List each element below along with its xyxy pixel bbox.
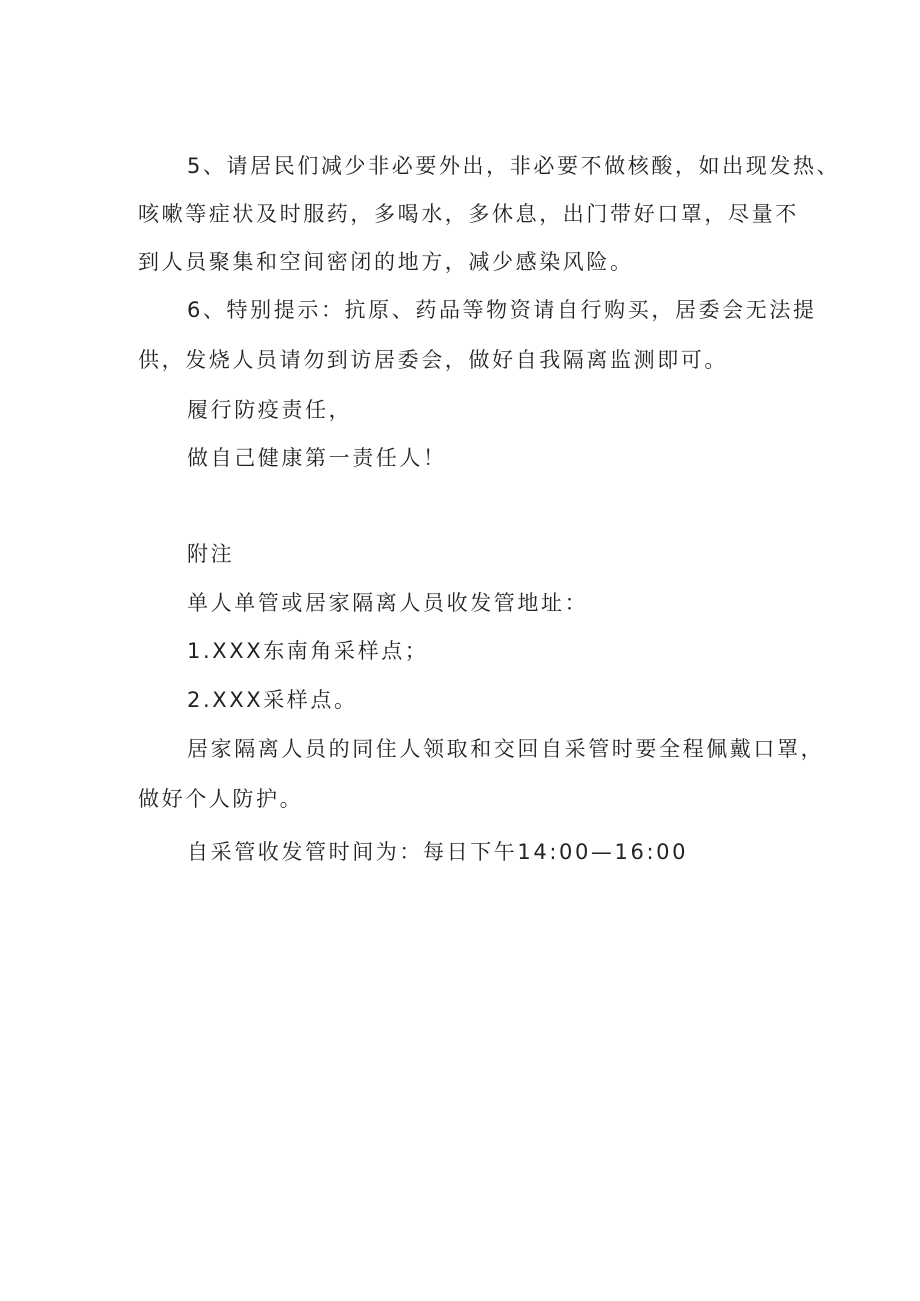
note-address-intro: 单人单管或居家隔离人员收发管地址： <box>187 591 589 615</box>
note-protection-line2: 做好个人防护。 <box>138 787 304 811</box>
note-address-2: 2.XXX采样点。 <box>187 688 358 712</box>
note-address-1: 1.XXX东南角采样点； <box>187 639 429 663</box>
item5-line2: 咳嗽等症状及时服药，多喝水，多休息，出门带好口罩，尽量不 <box>138 202 799 226</box>
slogan-line2: 做自己健康第一责任人！ <box>187 446 447 470</box>
item6-line1: 6、特别提示：抗原、药品等物资请自行购买，居委会无法提 <box>187 298 817 322</box>
note-heading: 附注 <box>187 542 235 566</box>
item5-line1: 5、请居民们减少非必要外出，非必要不做核酸，如出现发热、 <box>187 154 841 178</box>
item6-line2: 供，发烧人员请勿到访居委会，做好自我隔离监测即可。 <box>138 348 728 372</box>
note-protection-line1: 居家隔离人员的同住人领取和交回自采管时要全程佩戴口罩， <box>187 737 825 761</box>
note-time: 自采管收发管时间为：每日下午14:00—16:00 <box>187 840 689 864</box>
item5-line3: 到人员聚集和空间密闭的地方，减少感染风险。 <box>138 250 634 274</box>
slogan-line1: 履行防疫责任， <box>187 398 353 422</box>
